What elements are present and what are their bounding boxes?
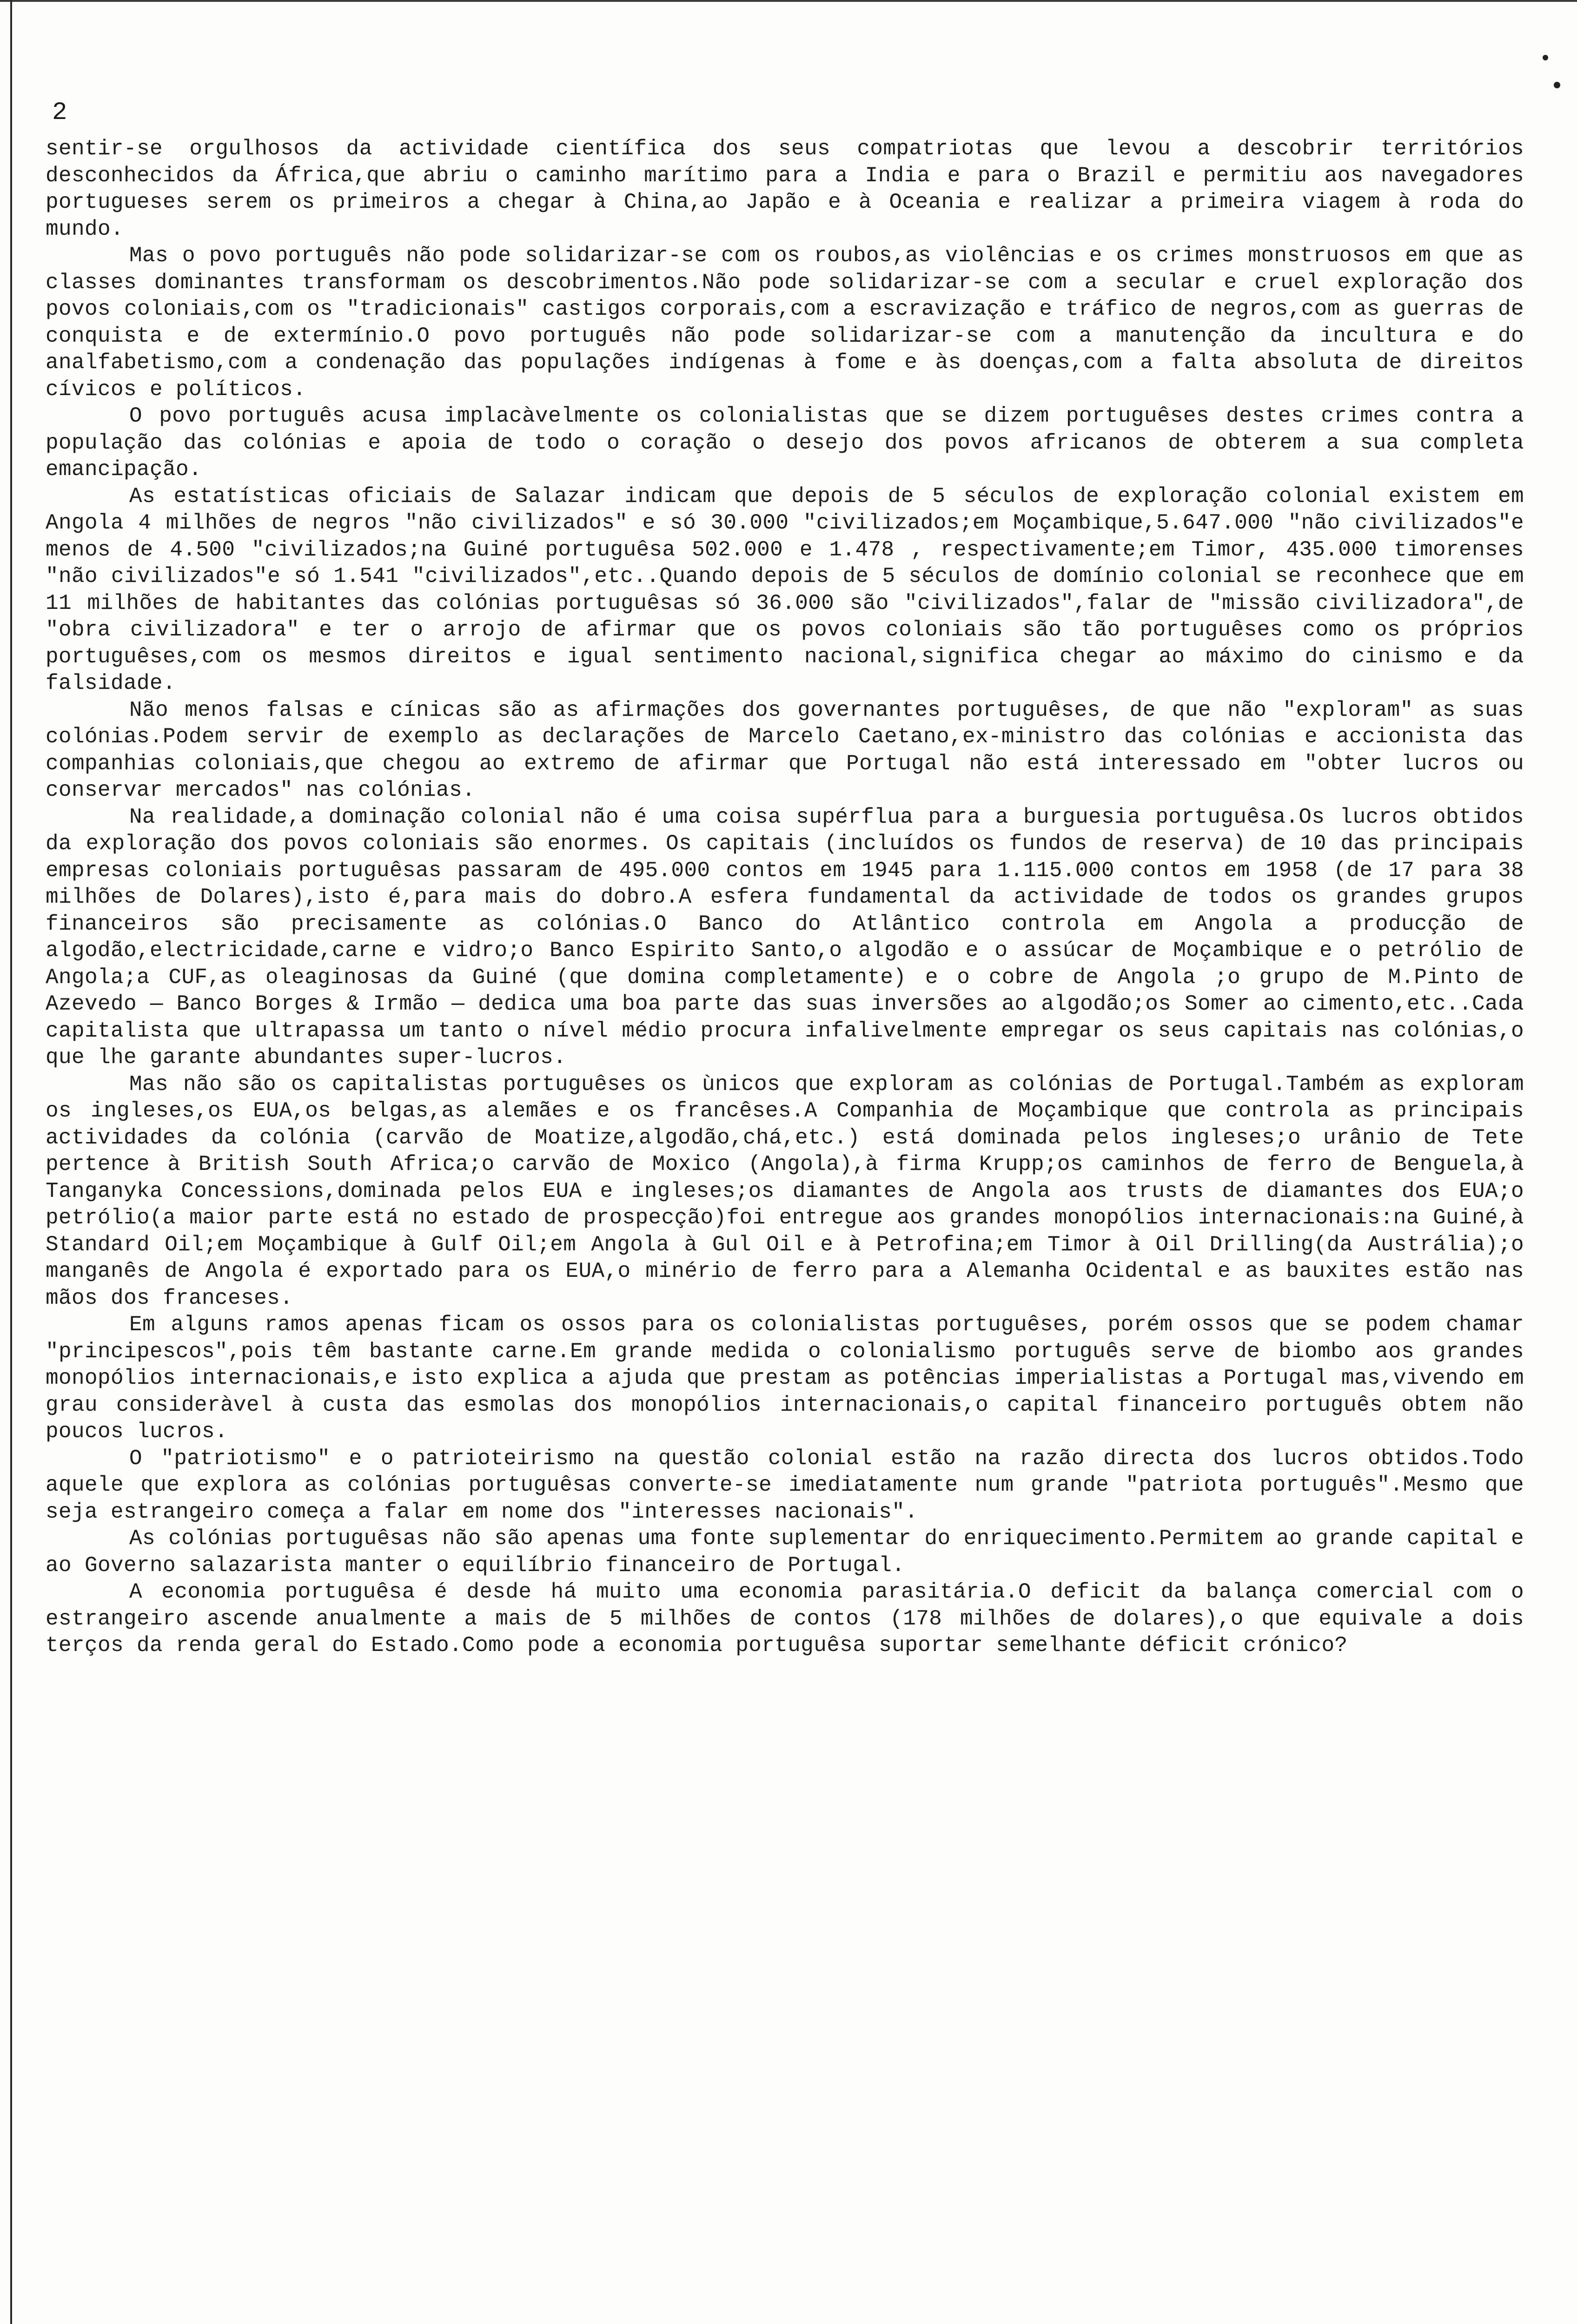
paragraph-6: Na realidade,a dominação colonial não é uma coisa supérflua para a burguesia portuguêsa.Os lucros obtidos da exploração dos povos coloniais são enormes. Os capitais (incluídos os fundos de reserva) de 10 das principais empresas coloniais portuguêsas passaram de 495.000 contos em 1945 para 1.115.000 contos em 1958 (de 17 para 38 milhões de Dolares),isto é,para mais do dobro.A esfera fundamental da actividade de todos os grandes grupos financeiros são precisamente as colónias.O Banco do Atlântico controla em Angola a producção de algodão,electricidade,carne e vidro;o Banco Espirito Santo,o algodão e o assúcar de Moçambique e o petrólio de Angola;a CUF,as oleaginosas da Guiné (que domina completamente) e o cobre de Angola ;o grupo de M.Pinto de Azevedo — Banco Borges & Irmão — dedica uma boa parte das suas inversões ao algodão;os Somer ao cimento,etc..Cada capitalista que ultrapassa um tanto o nível médio procura infalivelmente empregar os seus capitais nas colónias,o que lhe garante abundantes super-lucros. xyxy=(46,805,1524,1070)
page-left-edge xyxy=(10,0,12,2324)
paragraph-4: As estatísticas oficiais de Salazar indicam que depois de 5 séculos de exploração colonial existem em Angola 4 milhões de negros "não civilizados" e só 30.000 "civilizados;em Moçambique,5.647.000 "não civilizados"e menos de 4.500 "civilizados;na Guiné portuguêsa 502.000 e 1.478 , respectivamente;em Timor, 435.000 timorenses "não civilizados"e só 1.541 "civilizados",etc..Quando depois de 5 séculos de domínio colonial se reconhece que em 11 milhões de habitantes das colónias portuguêsas só 36.000 são "civilizados",falar de "missão civilizadora",de "obra civilizadora" e ter o arrojo de afirmar que os povos coloniais são tão portuguêses como os próprios portuguêses,com os mesmos direitos e igual sentimento nacional,significa chegar ao máximo do cinismo e da falsidade. xyxy=(46,484,1524,695)
page-top-edge xyxy=(0,0,1577,2)
ink-speck xyxy=(1543,55,1548,60)
page-number: 2 xyxy=(52,99,67,127)
ink-speck xyxy=(1554,82,1560,88)
paragraph-8: Em alguns ramos apenas ficam os ossos para os colonialistas portuguêses, porém ossos que se podem chamar "principescos",pois têm bastante carne.Em grande medida o colonialismo português serve de biombo aos grandes monopólios internacionais,e isto explica a ajuda que prestam as potências imperialistas a Portugal mas,vivendo em grau consideràvel à custa das esmolas dos monopólios internacionais,o capital financeiro português obtem não poucos lucros. xyxy=(46,1313,1524,1444)
paragraph-3: O povo português acusa implacàvelmente os colonialistas que se dizem portuguêses destes crimes contra a população das colónias e apoia de todo o coração o desejo dos povos africanos de obterem a sua completa emancipação. xyxy=(46,404,1524,482)
paragraph-2: Mas o povo português não pode solidarizar-se com os roubos,as violências e os crimes monstruosos em que as classes dominantes transformam os descobrimentos.Não pode solidarizar-se com a secular e cruel exploração dos povos coloniais,com os "tradicionais" castigos corporais,com a escravização e tráfico de negros,com as guerras de conquista e de extermínio.O povo português não pode solidarizar-se com a manutenção da incultura e do analfabetismo,com a condenação das populações indígenas à fome e às doenças,com a falta absoluta de direitos cívicos e políticos. xyxy=(46,244,1524,402)
paragraph-9: O "patriotismo" e o patrioteirismo na questão colonial estão na razão directa dos lucros obtidos.Todo aquele que explora as colónias portuguêsas converte-se imediatamente num grande "patriota português".Mesmo que seja estrangeiro começa a falar em nome dos "interesses nacionais". xyxy=(46,1446,1524,1524)
typed-body-text xyxy=(46,136,1524,1659)
paragraph-11: A economia portuguêsa é desde há muito uma economia parasitária.O deficit da balança comercial com o estrangeiro ascende anualmente a mais de 5 milhões de contos (178 milhões de dolares),o que equivale a dois terços da renda geral do Estado.Como pode a economia portuguêsa suportar semelhante déficit crónico? xyxy=(46,1580,1524,1657)
paragraph-10: As colónias portuguêsas não são apenas uma fonte suplementar do enriquecimento.Permitem ao grande capital e ao Governo salazarista manter o equilíbrio financeiro de Portugal. xyxy=(46,1526,1524,1578)
paragraph-7: Mas não são os capitalistas portuguêses os ùnicos que exploram as colónias de Portugal.Também as exploram os ingleses,os EUA,os belgas,as alemães e os francêses.A Companhia de Moçambique que controla as principais actividades da colónia (carvão de Moatize,algodão,chá,etc.) está dominada pelos ingleses;o urânio de Tete pertence à British South Africa;o carvão de Moxico (Angola),à firma Krupp;os caminhos de ferro de Benguela,à Tanganyka Concessions,dominada pelos EUA e ingleses;os diamantes de Angola aos trusts de diamantes dos EUA;o petrólio(a maior parte está no estado de prospecção)foi entregue aos grandes monopólios internacionais:na Guiné,à Standard Oil;em Moçambique à Gulf Oil;em Angola à Gul Oil e à Petrofina;em Timor à Oil Drilling(da Austrália);o manganês de Angola é exportado para os EUA,o minério de ferro para a Alemanha Ocidental e as bauxites estão nas mãos dos franceses. xyxy=(46,1072,1524,1310)
paragraph-5: Não menos falsas e cínicas são as afirmações dos governantes portuguêses, de que não "exploram" as suas colónias.Podem servir de exemplo as declarações de Marcelo Caetano,ex-ministro das colónias e accionista das companhias coloniais,que chegou ao extremo de afirmar que Portugal não está interessado em "obter lucros ou conservar mercados" nas colónias. xyxy=(46,698,1524,802)
paragraph-1: sentir-se orgulhosos da actividade científica dos seus compatriotas que levou a descobrir territórios desconhecidos da África,que abriu o caminho marítimo para a India e para o Brazil e permitiu aos navegadores portugueses serem os primeiros a chegar à China,ao Japão e à Oceania e realizar a primeira viagem à roda do mundo. xyxy=(46,137,1524,241)
